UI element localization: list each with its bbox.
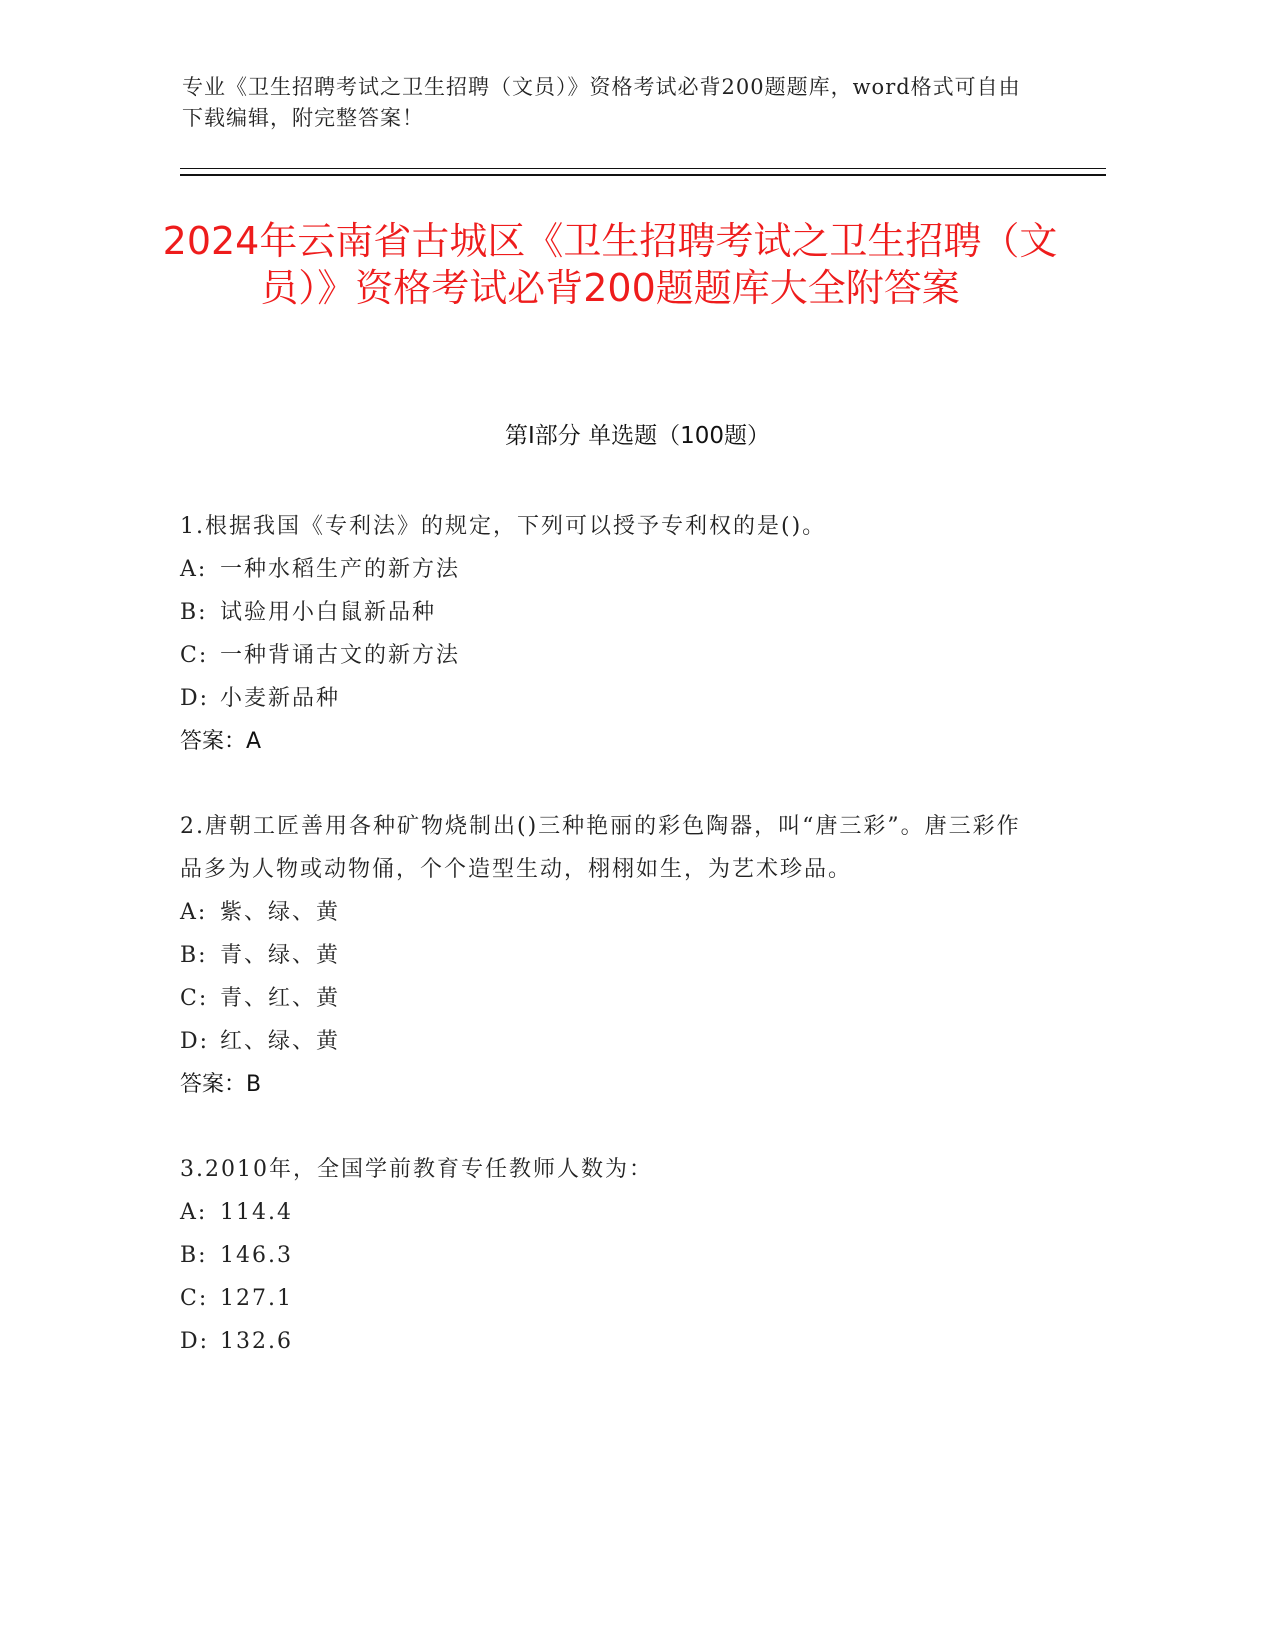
question-2	[180, 805, 1030, 1106]
option-text: 青、红、黄	[220, 986, 341, 1011]
option-key: B:	[180, 943, 208, 968]
question-3	[180, 1148, 1030, 1363]
option-text: 试验用小白鼠新品种	[220, 600, 437, 625]
option-d	[180, 1020, 1030, 1063]
option-text: 青、绿、黄	[220, 943, 341, 968]
header-rule-thick	[180, 174, 1106, 176]
option-b	[180, 591, 1030, 634]
question-stem: 2.唐朝工匠善用各种矿物烧制出()三种艳丽的彩色陶器，叫“唐三彩”。唐三彩作品多为人物或动物俑，个个造型生动，栩栩如生，为艺术珍品。	[180, 814, 1021, 882]
option-c	[180, 634, 1030, 677]
option-key: A:	[180, 900, 208, 925]
document-title: 2024年云南省古城区《卫生招聘考试之卫生招聘（文员）》资格考试必背200题题库大全附答案	[162, 219, 1058, 310]
option-text: 红、绿、黄	[220, 1029, 341, 1054]
option-text: 132.6	[220, 1329, 293, 1354]
option-a	[180, 1191, 1030, 1234]
option-text: 一种水稻生产的新方法	[220, 557, 461, 582]
option-key: A:	[180, 1200, 208, 1225]
section-heading: 第Ⅰ部分 单选题（100题）	[505, 423, 770, 449]
option-key: B:	[180, 600, 208, 625]
option-b	[180, 934, 1030, 977]
option-key: A:	[180, 557, 208, 582]
option-key: C:	[180, 643, 209, 668]
header-note: 专业《卫生招聘考试之卫生招聘（文员）》资格考试必背200题题库，word格式可自由下载编辑，附完整答案！	[182, 75, 1021, 130]
option-d	[180, 1320, 1030, 1363]
answer: 答案：B	[180, 1072, 262, 1097]
option-key: D:	[180, 686, 210, 711]
option-c	[180, 977, 1030, 1020]
question-stem: 3.2010年，全国学前教育专任教师人数为：	[180, 1157, 653, 1182]
option-text: 小麦新品种	[220, 686, 341, 711]
option-text: 一种背诵古文的新方法	[220, 643, 461, 668]
option-key: C:	[180, 1286, 209, 1311]
option-text: 127.1	[220, 1286, 293, 1311]
option-key: B:	[180, 1243, 208, 1268]
question-stem: 1.根据我国《专利法》的规定，下列可以授予专利权的是()。	[180, 514, 827, 539]
option-a	[180, 891, 1030, 934]
option-c	[180, 1277, 1030, 1320]
answer: 答案：A	[180, 729, 262, 754]
header-rule-thin	[180, 168, 1106, 169]
option-key: C:	[180, 986, 209, 1011]
option-key: D:	[180, 1029, 210, 1054]
option-text: 紫、绿、黄	[220, 900, 341, 925]
option-d	[180, 677, 1030, 720]
option-text: 114.4	[220, 1200, 293, 1225]
question-1	[180, 505, 1030, 763]
option-a	[180, 548, 1030, 591]
option-text: 146.3	[220, 1243, 293, 1268]
question-list	[180, 505, 1030, 1405]
option-b	[180, 1234, 1030, 1277]
option-key: D:	[180, 1329, 210, 1354]
